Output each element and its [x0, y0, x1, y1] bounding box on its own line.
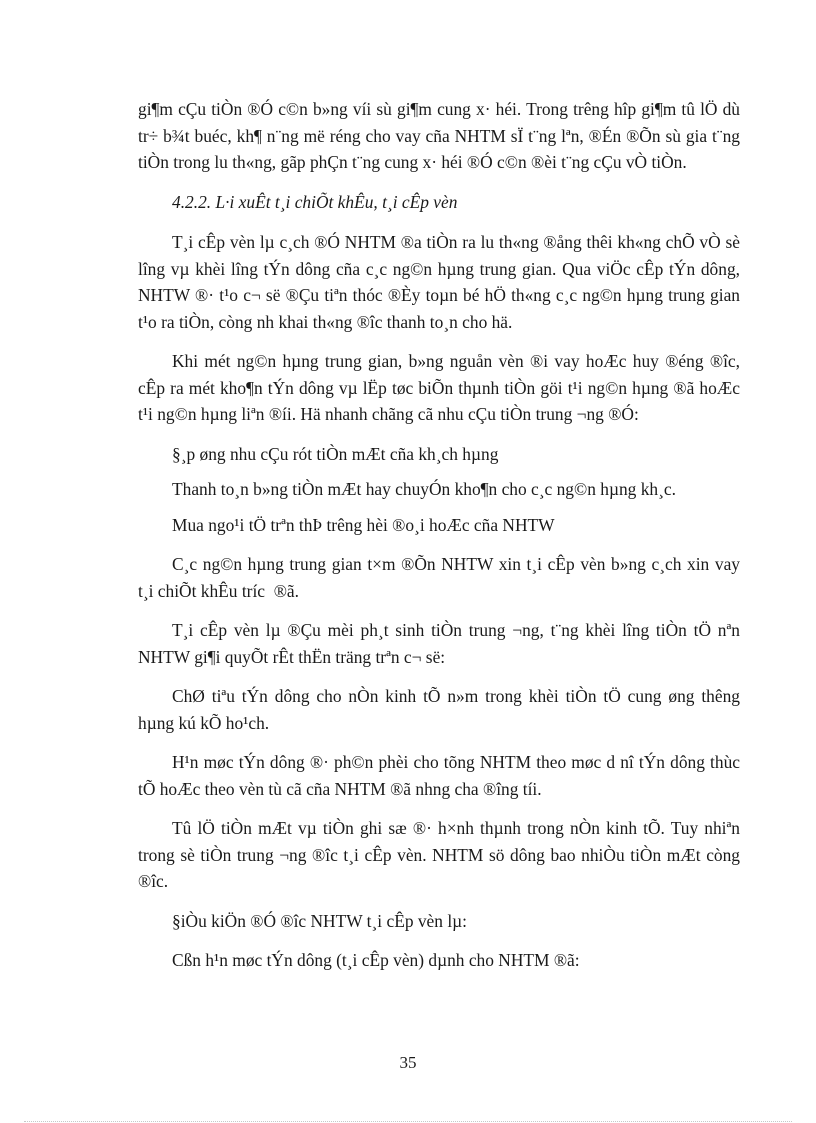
list-item: Thanh to¸n b»ng tiÒn mÆt hay chuyÓn kho¶n cho c¸c ng©n hµng kh¸c. — [172, 479, 676, 499]
paragraph: §iÒu kiÖn ®Ó ®îc NHTW t¸i cÊp vèn lµ: — [172, 910, 468, 931]
paragraph: H¹n møc tÝn dông ®· ph©n phèi cho tõng NHTM theo møc d nî tÝn dông thùc tÕ hoÆc theo vèn tù cã cña NHTM ®ã nhng cha ®îng tíi. — [138, 752, 740, 799]
paragraph-continued: gi¶m cÇu tiÒn ®Ó c©n b»ng víi sù gi¶m cung x· héi. Trong trêng hîp gi¶m tû lÖ dù tr÷ b¾t buéc, kh¶ n¨ng më réng cho vay cña NHTM sÏ t¨ng lªn, ®Én ®Õn sù gia t¨ng tiÒn trong lu th«ng, gãp phÇn t¨ng cung x· héi ®Ó c©n ®èi t¨ng cÇu vÒ tiÒn. — [138, 99, 740, 172]
paragraph: T¸i cÊp vèn lµ c¸ch ®Ó NHTM ®a tiÒn ra lu th«ng ®ång thêi kh«ng chÕ vÒ sè lîng vµ khèi lîng tÝn dông cña c¸c ng©n hµng trung gian. Qua viÖc cÊp tÝn dông, NHTW ®· t¹o c¬ së ®Çu tiªn thóc ®Èy toµn bé hÖ th«ng c¸c ng©n hµng trung gian t¹o ra tiÒn, còng nh khai th«ng ®îc thanh to¸n cho hä. — [138, 232, 740, 332]
body-text — [138, 96, 740, 987]
paragraph: C¸c ng©n hµng trung gian t×m ®Õn NHTW xin t¸i cÊp vèn b»ng c¸ch xin vay t¸i chiÕt khÊu tríc ®ã. — [138, 554, 740, 601]
page-number: 35 — [399, 1053, 417, 1072]
section-heading: 4.2.2. L·i xuÊt t¸i chiÕt khÊu, t¸i cÊp vèn — [172, 191, 458, 212]
paragraph: ChØ tiªu tÝn dông cho nÒn kinh tÕ n»m trong khèi tiÒn tÖ cung øng thêng hµng kú kÕ ho¹ch. — [138, 686, 740, 733]
paragraph: Khi mét ng©n hµng trung gian, b»ng nguån vèn ®i vay hoÆc huy ®éng ®îc, cÊp ra mét kho¶n tÝn dông vµ lËp tøc biÕn thµnh tiÒn göi t¹i ng©n hµng ®ã hoÆc t¹i ng©n hµng liªn ®íi. Hä nhanh chãng cã nhu cÇu tiÒn trung ¬ng ®Ó: — [138, 351, 740, 424]
footer-divider — [24, 1121, 792, 1122]
paragraph: Cßn h¹n møc tÝn dông (t¸i cÊp vèn) dµnh cho NHTM ®ã: — [172, 950, 580, 970]
list-item: §¸p øng nhu cÇu rót tiÒn mÆt cña kh¸ch hµng — [172, 443, 499, 464]
paragraph: Tû lÖ tiÒn mÆt vµ tiÒn ghi sæ ®· h×nh thµnh trong nÒn kinh tÕ. Tuy nhiªn trong sè tiÒn trung ¬ng ®îc t¸i cÊp vèn. NHTM sö dông bao nhiÒu tiÒn mÆt còng ®îc. — [138, 818, 740, 891]
list-item: Mua ngo¹i tÖ trªn thÞ trêng hèi ®o¸i hoÆc cña NHTW — [172, 514, 555, 535]
paragraph: T¸i cÊp vèn lµ ®Çu mèi ph¸t sinh tiÒn trung ¬ng, t¨ng khèi lîng tiÒn tÖ nªn NHTW gi¶i quyÕt rÊt thËn träng trªn c¬ së: — [138, 620, 740, 667]
